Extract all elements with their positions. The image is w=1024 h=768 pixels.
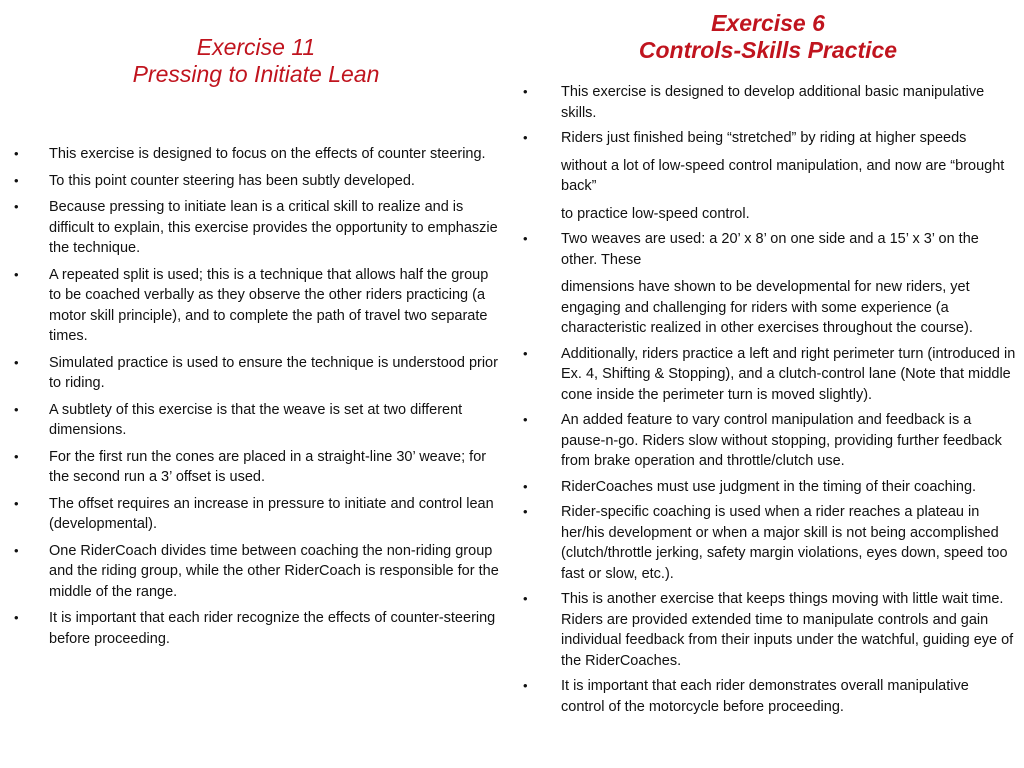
right-title (520, 10, 1016, 64)
list-item-text: For the first run the cones are placed in a straight-line 30’ weave; for the second run a 3’ offset is used. (49, 448, 487, 485)
bullet-icon: • (14, 266, 19, 282)
bullet-icon: • (523, 591, 528, 606)
list-item (12, 400, 500, 441)
list-item (520, 344, 1016, 406)
list-item (520, 229, 1016, 339)
bullet-icon: • (14, 354, 19, 370)
list-item-text: Riders just finished being “stretched” by riding at higher speeds (561, 130, 967, 146)
list-item (520, 477, 1016, 498)
bullet-icon: • (523, 84, 528, 99)
list-item-text: A subtlety of this exercise is that the weave is set at two different dimensions. (49, 401, 463, 438)
list-item-text: This exercise is designed to develop additional basic manipulative skills. (561, 84, 985, 121)
list-item (12, 608, 500, 649)
list-item-text: dimensions have shown to be developmental for new riders, yet engaging and challenging for riders with some experience (a characteristic realized in other exercises throughout the course). (561, 279, 973, 336)
list-item-text: A repeated split is used; this is a technique that allows half the group to be coached verbally as they observe the other riders practicing (a motor skill principle), and to complete the path of travel two separate times. (49, 266, 489, 344)
list-item-text: Two weaves are used: a 20’ x 8’ on one side and a 15’ x 3’ on the other. These (561, 231, 979, 268)
right-column (520, 10, 1016, 722)
bullet-icon: • (14, 146, 19, 161)
list-item (12, 197, 500, 259)
bullet-icon: • (14, 542, 19, 558)
list-item (12, 353, 500, 394)
list-item-text: Rider-specific coaching is used when a rider reaches a plateau in her/his development or when a major skill is not being accomplished (clutch/throttle jerking, safety margin violations, eyes down, speed too fast or slow, etc.). (561, 504, 1008, 582)
bullet-icon: • (523, 231, 528, 246)
list-item (520, 589, 1016, 671)
bullet-icon: • (14, 401, 19, 417)
bullet-icon: • (14, 610, 19, 625)
list-item (12, 265, 500, 347)
left-column (12, 34, 500, 655)
list-item-text: It is important that each rider demonstrates overall manipulative control of the motorcycle before proceeding. (561, 678, 969, 715)
list-item (520, 82, 1016, 123)
right-bullet-list (520, 82, 1016, 717)
list-item (520, 676, 1016, 717)
list-item (520, 128, 1016, 224)
list-item-text: Additionally, riders practice a left and right perimeter turn (introduced in Ex. 4, Shifting & Stopping), and a clutch-control lane (Note that middle cone inside the perimeter turn is moved slightly). (561, 345, 1016, 403)
bullet-icon: • (14, 172, 19, 188)
bullet-icon: • (523, 504, 528, 519)
bullet-icon: • (14, 495, 19, 511)
list-item (520, 410, 1016, 472)
list-item-text: without a lot of low-speed control manipulation, and now are “brought back” (561, 157, 1005, 194)
right-title-line1: Exercise 6 (711, 10, 825, 36)
list-item-text: To this point counter steering has been subtly developed. (49, 172, 415, 189)
bullet-icon: • (523, 412, 528, 427)
list-item (12, 171, 500, 192)
bullet-icon: • (523, 130, 528, 145)
bullet-icon: • (14, 199, 19, 214)
bullet-icon: • (523, 678, 528, 693)
left-title-line1: Exercise 11 (196, 34, 316, 60)
list-item (520, 502, 1016, 584)
list-item (12, 494, 500, 535)
list-item-text: It is important that each rider recognize the effects of counter-steering before proceeding. (49, 610, 496, 647)
list-item (12, 144, 500, 165)
bullet-icon: • (14, 448, 19, 464)
left-title (12, 34, 500, 88)
list-item-text: The offset requires an increase in pressure to initiate and control lean (developmental). (49, 495, 494, 532)
list-item-text: Because pressing to initiate lean is a critical skill to realize and is difficult to explain, this exercise provides the opportunity to emphaszie the technique. (49, 199, 498, 256)
list-item-text: Simulated practice is used to ensure the technique is understood prior to riding. (49, 354, 498, 391)
list-item-text: This exercise is designed to focus on the effects of counter steering. (49, 146, 486, 162)
bullet-icon: • (523, 345, 528, 361)
list-item-text: to practice low-speed control. (561, 205, 750, 222)
list-item-text: RiderCoaches must use judgment in the timing of their coaching. (561, 478, 977, 495)
list-item (12, 541, 500, 603)
list-item (12, 447, 500, 488)
left-bullet-list (12, 144, 500, 649)
bullet-icon: • (523, 478, 528, 494)
right-title-line2: Controls-Skills Practice (638, 37, 898, 63)
list-item-text: An added feature to vary control manipulation and feedback is a pause-n-go. Riders slow without stopping, providing further feedback from brake operation and throttle/clutch use. (561, 412, 1002, 469)
list-item-text: This is another exercise that keeps things moving with little wait time. Riders are provided extended time to manipulate controls and gain individual feedback from their inputs under the watchful, guiding eye of the RiderCoaches. (561, 591, 1014, 669)
left-title-line2: Pressing to Initiate Lean (132, 61, 380, 87)
list-item-text: One RiderCoach divides time between coaching the non-riding group and the riding group, while the other RiderCoach is responsible for the middle of the range. (49, 542, 499, 600)
